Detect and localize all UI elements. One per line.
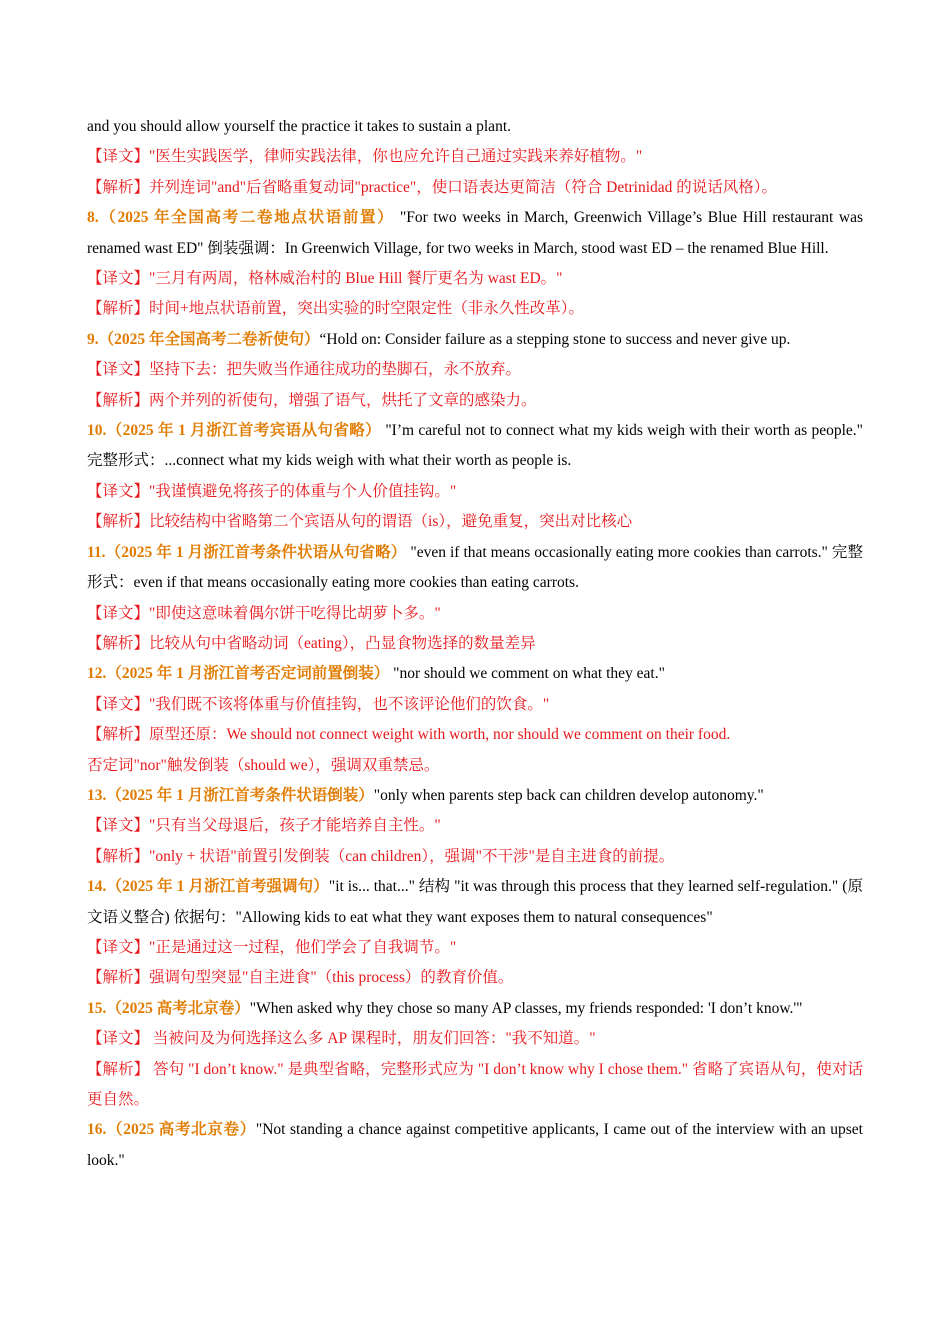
translation-tag: 【译文】 bbox=[87, 148, 150, 166]
analysis-line: 【解析】并列连词"and"后省略重复动词"practice"，使口语表达更简洁（符合 Detrinidad 的说话风格）。 bbox=[87, 178, 778, 196]
analysis-line: 【解析】原型还原：We should not connect weight with worth, nor should we comment on their food. bbox=[87, 726, 731, 744]
analysis-line: 【解析】强调句型突显"自主进食"（this process）的教育价值。 bbox=[87, 969, 514, 987]
item-heading: 15.（2025 高考北京卷） bbox=[87, 999, 250, 1017]
translation-line: 【译文】"正是通过这一过程，他们学会了自我调节。" bbox=[87, 938, 457, 956]
analysis-line: 【解析】 答句 "I don’t know." 是典型省略，完整形式应为 "I don’t know why I chose them." 省略了宾语从句，使对话更自然。 bbox=[87, 1060, 863, 1108]
item-11: 11.（2025 年 1 月浙江首考条件状语从句省略） "even if that means occasionally eating more cookies than carrots." 完整形式：even if that means occasionally eating more cookies than eating carrots. bbox=[87, 543, 863, 592]
item-9: 9.（2025 年全国高考二卷祈使句）“Hold on: Consider failure as a stepping stone to success and never give up. bbox=[87, 330, 791, 348]
item-16: 16.（2025 高考北京卷）"Not standing a chance against competitive applicants, I came out of the interview with an upset look." bbox=[87, 1121, 863, 1169]
translation-line: 【译文】"三月有两周，格林威治村的 Blue Hill 餐厅更名为 wast ED。" bbox=[87, 270, 563, 288]
item-10: 10.（2025 年 1 月浙江首考宾语从句省略） "I’m careful not to connect what my kids weigh with their worth as people." 完整形式：...connect what my kids weigh with what their worth as people is. bbox=[87, 422, 863, 470]
paragraph: and you should allow yourself the practice it takes to sustain a plant. bbox=[87, 118, 511, 135]
item-heading: 10.（2025 年 1 月浙江首考宾语从句省略） bbox=[87, 422, 382, 440]
analysis-line: 【解析】"only + 状语"前置引发倒装（can children），强调"不干涉"是自主进食的前提。 bbox=[87, 847, 675, 865]
translation-line: 【译文】"医生实践医学，律师实践法律，你也应允许自己通过实践来养好植物。" bbox=[87, 148, 643, 166]
analysis-line: 【解析】时间+地点状语前置，突出实验的时空限定性（非永久性改革）。 bbox=[87, 300, 585, 318]
item-heading: 16.（2025 高考北京卷） bbox=[87, 1121, 256, 1139]
analysis-tag: 【解析】 bbox=[87, 178, 150, 196]
translation-line: 【译文】"我们既不该将体重与价值挂钩，也不该评论他们的饮食。" bbox=[87, 695, 550, 713]
item-heading: 11.（2025 年 1 月浙江首考条件状语从句省略） bbox=[87, 543, 407, 561]
translation-line: 【译文】 当被问及为何选择这么多 AP 课程时，朋友们回答："我不知道。" bbox=[87, 1030, 596, 1048]
document-page bbox=[87, 112, 863, 1176]
translation-line: 【译文】"我谨慎避免将孩子的体重与个人价值挂钩。" bbox=[87, 482, 457, 500]
analysis-line: 【解析】比较从句中省略动词（eating），凸显食物选择的数量差异 bbox=[87, 634, 536, 652]
translation-line: 【译文】坚持下去：把失败当作通往成功的垫脚石，永不放弃。 bbox=[87, 361, 522, 379]
item-8: 8.（2025 年全国高考二卷地点状语前置） "For two weeks in March, Greenwich Village’s Blue Hill restaurant was renamed wast ED" 倒装强调：In Greenwich Village, for two weeks in March, stood wast ED – the renamed Blue Hill. bbox=[87, 209, 863, 257]
analysis-line: 【解析】比较结构中省略第二个宾语从句的谓语（is），避免重复，突出对比核心 bbox=[87, 513, 633, 531]
translation-line: 【译文】"只有当父母退后，孩子才能培养自主性。" bbox=[87, 817, 441, 835]
item-heading: 13.（2025 年 1 月浙江首考条件状语倒装） bbox=[87, 786, 374, 804]
translation-line: 【译文】"即使这意味着偶尔饼干吃得比胡萝卜多。" bbox=[87, 604, 441, 622]
item-14: 14.（2025 年 1 月浙江首考强调句）"it is... that..." 结构 "it was through this process that they learned self-regulation." (原文语义整合) 依据句："Allowing kids to eat what they want exposes them to natural consequences" bbox=[87, 878, 863, 926]
item-13: 13.（2025 年 1 月浙江首考条件状语倒装）"only when parents step back can children develop autonomy." bbox=[87, 786, 764, 804]
analysis-continuation: 否定词"nor"触发倒装（should we），强调双重禁忌。 bbox=[87, 756, 440, 774]
item-heading: 8.（2025 年全国高考二卷地点状语前置） bbox=[87, 209, 395, 227]
item-heading: 12.（2025 年 1 月浙江首考否定词前置倒装） bbox=[87, 665, 390, 683]
item-12: 12.（2025 年 1 月浙江首考否定词前置倒装） "nor should we comment on what they eat." bbox=[87, 665, 665, 683]
item-15: 15.（2025 高考北京卷）"When asked why they chose so many AP classes, my friends responded: 'I don’t know.'" bbox=[87, 999, 803, 1017]
item-heading: 14.（2025 年 1 月浙江首考强调句） bbox=[87, 878, 329, 896]
item-heading: 9.（2025 年全国高考二卷祈使句） bbox=[87, 330, 320, 348]
analysis-line: 【解析】两个并列的祈使句，增强了语气，烘托了文章的感染力。 bbox=[87, 391, 537, 409]
